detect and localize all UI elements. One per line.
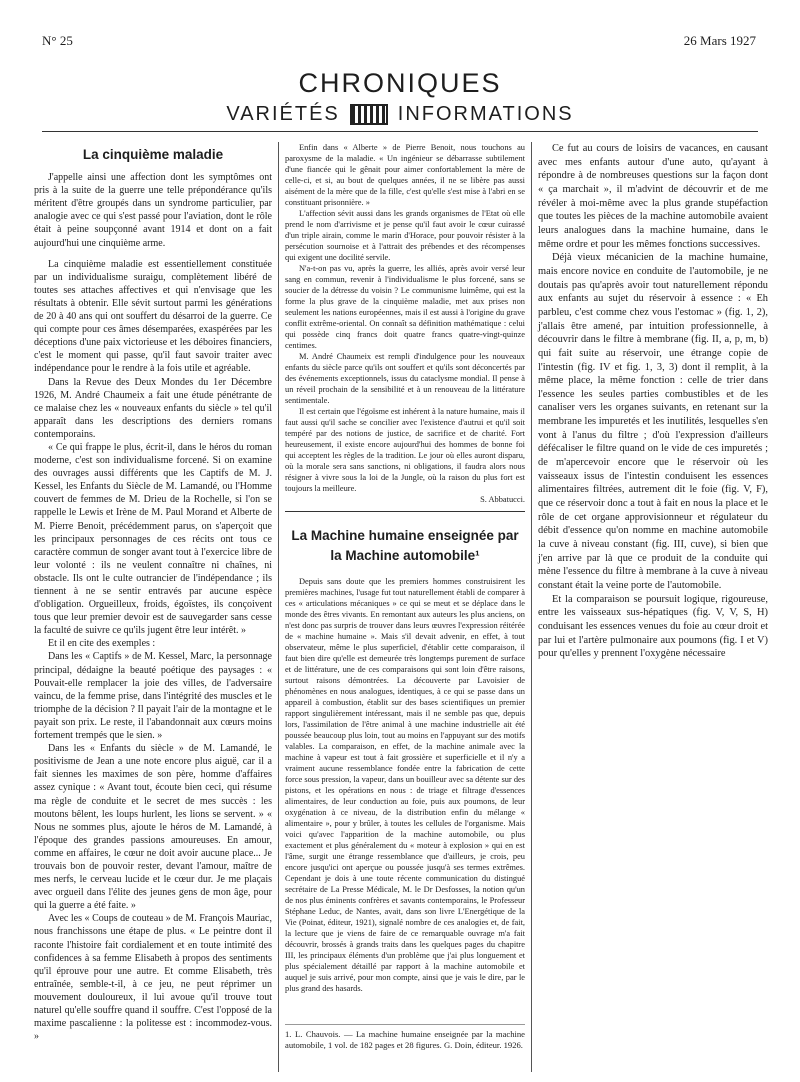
masthead	[0, 66, 800, 128]
column-divider	[531, 142, 532, 1072]
paragraph: Déjà vieux mécanicien de la machine humaine, mais encore novice en conduite de l'automobile, je ne doutais pas qu'après avoir tout naturellement répondu aux enfants au sujet du réservoir à essence : « Eh parbleu, c'est comme chez vous l'estomac » (fig. 1, 2), j'allais être amené, par intuition professionnelle, à découvrir dans le filtre à membrane (fig. II, a, p, m, b) qui fait suite au réservoir, une étrange copie de l'intestin (fig. IV et fig. 1, 3, 3) dont il remplit, à la même place, la même fonction : celle de trier dans l'essence les seules parties combustibles et de les canaliser vers les organes suivants, en retenant sur la membrane les impuretés et les inutilités, lesquelles s'en vont à l'anus du filtre ; d'où l'expression d'ailleurs défécaliser le filtre quand on le vide de ces impuretés ; de m'apercevoir encore que le réservoir où les vaisseaux issus de l'intestin conduisent les essences alimentaires filtrées, autrement dit le foie (fig. V, F), que ce réservoir donc a tout à fait en nous la place et le rôle de cet organe approvisionneur et régulateur du débit d'essence qu'on nomme en machine automobile la cuve à niveau constant (fig. III, cuve), si bien que j'en arrive par là que ce produit de la conduite qui mène l'essence du filtre à membrane à la cuve à niveau constant était la veine porte de l'automobile.	[538, 252, 768, 591]
paragraph: L'affection sévit aussi dans les grands organismes de l'Etat où elle prend le nom d'arrivisme et je pense qu'il faut avoir le cœur cuirassé d'un triple airain, comme le marin d'Horace, pour pouvoir résister à la persécution sournoise et à l'attrait des prébendes et des récompenses qui exigent une docilité servile.	[285, 209, 525, 262]
footnote: 1. L. Chauvois. — La machine humaine enseignée par la machine automobile, 1 vol. de 182 pages et 28 figures. G. Doin, éditeur. 1926.	[285, 1024, 525, 1051]
issue-date: 26 Mars 1927	[683, 33, 756, 48]
issue-number: N° 25	[42, 33, 73, 48]
masthead-right: INFORMATIONS	[397, 103, 574, 125]
paragraph: Et il en cite des exemples :	[48, 638, 156, 650]
paragraph: Dans la Revue des Deux Mondes du 1er Décembre 1926, M. André Chaumeix a fait une étude pénétrante de ce malaise chez les « nouveaux enfants du siècle » tel qu'il apparaît dans les descriptions des derniers romans contemporains.	[34, 376, 272, 440]
paragraph: Depuis sans doute que les premiers hommes construisirent les premières machines, l'usage fut tout naturellement établi de comparer à ces « articulations mécaniques » ce qui se meut et se déplace dans le monde des êtres vivants. En remontant aux auteurs les plus anciens, on n'est donc pas surpris de trouver dans leurs œuvres l'expression réitérée de « machine humaine ». Mais s'il devait advenir, en effet, à tout observateur, même le plus superficiel, d'établir cette comparaison, il faut bien dire qu'elle est demeurée très longtemps purement de surface et de littérature, une de ces comparaisons qui sont loin d'être raisons, surtout raisons démontrées. La découverte par Lavoisier de phénomènes en nous analogues, identiques, à ce qui se passe dans un appareil à combustion, établit sur des bases scientifiques un premier rapport singulièrement intéressant, mais il ne semble pas que, depuis lors, l'assimilation de l'être animal à une machine industrielle ait été poussée beaucoup plus loin, tout au moins en l'appuyant sur des motifs valables. La comparaison, en effet, de la machine animale avec la machine à vapeur est tout à fait grossière et superficielle et il n'y a vraiment aucune ressemblance fondée entre la fabrication de cette force sous pression, la vapeur, dans un bouilleur avec sa détente sur des pistons, et les opérations en nous : de triage et filtrage d'essences alimentaires, de leur conduction au foie, puis aux poumons, de leur oxygénation à ce niveau, de la distribution enfin du mélange « alimentaire », pour y brûler, à toutes les cellules de l'organisme. Mais voici qu'avec l'apparition de la machine automobile, ou plus exactement et plus généralement du « moteur à explosion » qui en est l'âme, surgit une étrange ressemblance que d'ailleurs, je crois, peu encore jusqu'ici ont aperçue ou poussée jusqu'à ses termes extrêmes. Cependant je dois à une toute récente communication du distingué secrétaire de La Presse Médicale, M. le Dr Desfosses, la notion qu'un de nos plus éminents confrères et savants contemporains, le Professeur Stéphane Leduc, de Nantes, avait, dans son livre L'Energétique de la Vie (Poinat, éditeur, 1921), signalé nombre de ces analogies et, de fait, la lecture que je viens de faire de ce remarquable ouvrage m'a fait découvrir, brossés à grands traits dans les quelques pages du chapitre III, les principaux éléments d'un problème que j'ai plus longuement et plus spécialement détaillé par rapport à la machine automobile et auquel je suis arrivé, pour mon compte, ainsi que je vais le dire, par le plus grand des hasards.	[285, 577, 525, 993]
paragraph: Dans les « Enfants du siècle » de M. Lamandé, le positivisme de Jean a une note encore plus aiguë, car il a fait siennes les maximes de son père, homme d'affaires assez cynique : « Avant tout, écoute bien ceci, qui résume ma règle de conduite et le secret de mes succès : les moutons bêlent, les loups hurlent, les lions se servent. » « Nous ne sommes plus, ajoute le héros de M. Lamandé, à l'époque des grandes passions amoureuses. En amour, comme en affaires, le cœur ne doit avoir aucune place... Je trouvais bon de pouvoir rester, devant l'amour, maître de mes nerfs, le cerveau lucide et le cœur dur. Je me plaçais avec orgueil dans l'élite des jeunes gens de mon âge, pour qui la guerre a été faite. »	[34, 743, 272, 912]
masthead-subtitle	[0, 100, 800, 128]
ornament-icon	[350, 104, 388, 125]
paragraph: La cinquième maladie est essentiellement constituée par un individualisme suraigu, complètement libéré de toutes ses attaches affectives et qui n'envisage que les résultats à obtenir. Elle sévit surtout parmi les générations de 20 à 40 ans qui ont souffert du désarroi de la guerre. Ce qui compte pour ces âmes désemparées, exaspérées par les déceptions d'une paix victorieuse et les déboires financiers, c'est le moment qui passe, qu'il faut savoir traiter avec indépendance pour le rendre à la fois utile et agréable.	[34, 258, 272, 375]
column-divider	[278, 142, 279, 1072]
column-3	[538, 142, 768, 661]
paragraph: J'appelle ainsi une affection dont les symptômes ont pris à la suite de la guerre une telle prépondérance qu'ils méritent d'être groupés dans un syndrome particulier, par analogie avec ce qui s'est passé pour l'aviation, dont le rôle était à peine soupçonné avant 1914 et dont on a fait aujourd'hui une cinquième arme.	[34, 172, 272, 249]
signature: S. Abbatucci.	[480, 495, 525, 504]
paragraph: Et la comparaison se poursuit logique, rigoureuse, entre les vaisseaux sus-hépatiques (fig. V, V, S, H) conduisant les essences venues du foie au cœur droit et par lui et l'artère pulmonaire aux poumons (fig. I et V) pour qu'elles y prennent l'oxygène nécessaire	[538, 593, 768, 660]
paragraph: Ce fut au cours de loisirs de vacances, en causant avec mes enfants autour d'une auto, qu'ayant à répondre à de nombreuses questions sur la façon dont « ça marchait », il m'advint de découvrir et de me révéler à moi-même avec la plus grande stupéfaction que toutes les pièces de la machine automobile avaient leurs analogues dans la machine humaine, dans le même ordre et pour les mêmes fonctions successives.	[538, 143, 768, 250]
paragraph: M. André Chaumeix est rempli d'indulgence pour les nouveaux enfants du siècle parce qu'ils ont souffert et qu'ils sont déconcertés par des événements exceptionnels, issus du cataclysme mondial. Il pense à un réveil prochain de la sensibilité et à un renouveau de la littérature sentimentale.	[285, 352, 525, 405]
paragraph: Il est certain que l'égoïsme est inhérent à la nature humaine, mais il faut aussi qu'il sache se concilier avec l'existence d'autrui et qu'il soit tempéré par des notions de justice, de sacrifice et de charité. Fort heureusement, il existe encore aujourd'hui des hommes de bonne foi qui acceptent les règles de la tradition. Le jour où elles auront disparu, où la morale sera sans sanctions, ni obligations, il faudra alors nous résigner à vivre sous la loi de la Jungle, où la raison du plus fort est toujours la meilleure.	[285, 407, 525, 493]
article-title: La Machine humaine enseignée par la Machine automobile¹	[291, 528, 519, 563]
header-rule	[42, 131, 758, 132]
article-title: La cinquième maladie	[82, 147, 224, 162]
column-1	[34, 142, 272, 1043]
paragraph: Dans les « Captifs » de M. Kessel, Marc, la personnage principal, dédaigne la beauté poétique des paysages : « Pouvait-elle remplacer la joie des villes, de l'adversaire vaincu, de la femme prise, dans l'intégrité des muscles et le triomphe de la décision ? Il payait l'air de la montagne et le payait son prix. Le reste, il l'abandonnait aux cœurs moins fortement trempés que le sien. »	[34, 651, 272, 742]
paragraph: « Ce qui frappe le plus, écrit-il, dans le héros du roman moderne, c'est son individualisme forcené. Si on examine des ouvrages aussi différents que les Captifs de M. J. Kessel, les Enfants du Siècle de M. Lamandé, ou l'Homme couvert de femmes de M. Drieu de la Rochelle, si l'on se rappelle le Lewis et Irène de M. Paul Morand et Alberte de M. Pierre Benoit, précédemment parus, on s'aperçoit que les principaux personnages de ces récits ont tous ce caractère commun de songer avant tout à l'exercice libre de leur volonté : ils ne veulent connaître ni chaînes, ni obstacle. Ils ont le culte outrancier de l'indépendance ; ils tiennent à ne se sentir entravés par aucune espèce d'obligation. Orgueilleux, froids, égoïstes, ils conçoivent tous que leur premier devoir est de sauvegarder sans cesse la faculté de suivre ce qu'ils jugent être leur intérêt. »	[34, 441, 272, 637]
masthead-title: CHRONIQUES	[298, 68, 502, 98]
article-box	[285, 511, 525, 994]
paragraph: Enfin dans « Alberte » de Pierre Benoit, nous touchons au paroxysme de la maladie. « Un ingénieur se débarrasse subtilement d'une fiancée qui le gênait pour aimer confortablement la mère de celle-ci, et si, au bout de quelques années, il ne se libère pas aussi aisément de la mère que de la fille, c'est qu'elle s'est mise à l'abri en se constituant prisonnière. »	[285, 143, 525, 207]
column-2	[285, 142, 525, 1051]
paragraph: N'a-t-on pas vu, après la guerre, les alliés, après avoir versé leur sang en commun, revenir à l'individualisme le plus forcené, sans se soucier de la détresse du voisin ? Le communisme luimême, qui est la forme la plus grave de la cinquième maladie, met aux prises non seulement les nations européennes, mais il est aussi à l'origine du grave conflit extrême-oriental. On connaît sa définition mathématique : celui qui possède cinq francs doit quatre francs quatre-vingt-quinze centimes.	[285, 264, 525, 350]
paragraph: Avec les « Coups de couteau » de M. François Mauriac, nous franchissons une étape de plus. « Le peintre dont il raconte l'histoire fait cordialement et en toute intimité des confidences à sa femme Elisabeth à propos des sentiments qu'il éprouve pour une autre. Et comme Elisabeth, très entraînée, semble-t-il, à ce jeu, ne peut réprimer un mouvement douloureux, il lui avoue qu'il trouve tout naturel qu'elle souffre quand il souffre. C'est l'opposé de la maxime pascalienne : la politesse est : incommodez-vous. »	[34, 913, 272, 1043]
masthead-left: VARIÉTÉS	[226, 103, 340, 125]
